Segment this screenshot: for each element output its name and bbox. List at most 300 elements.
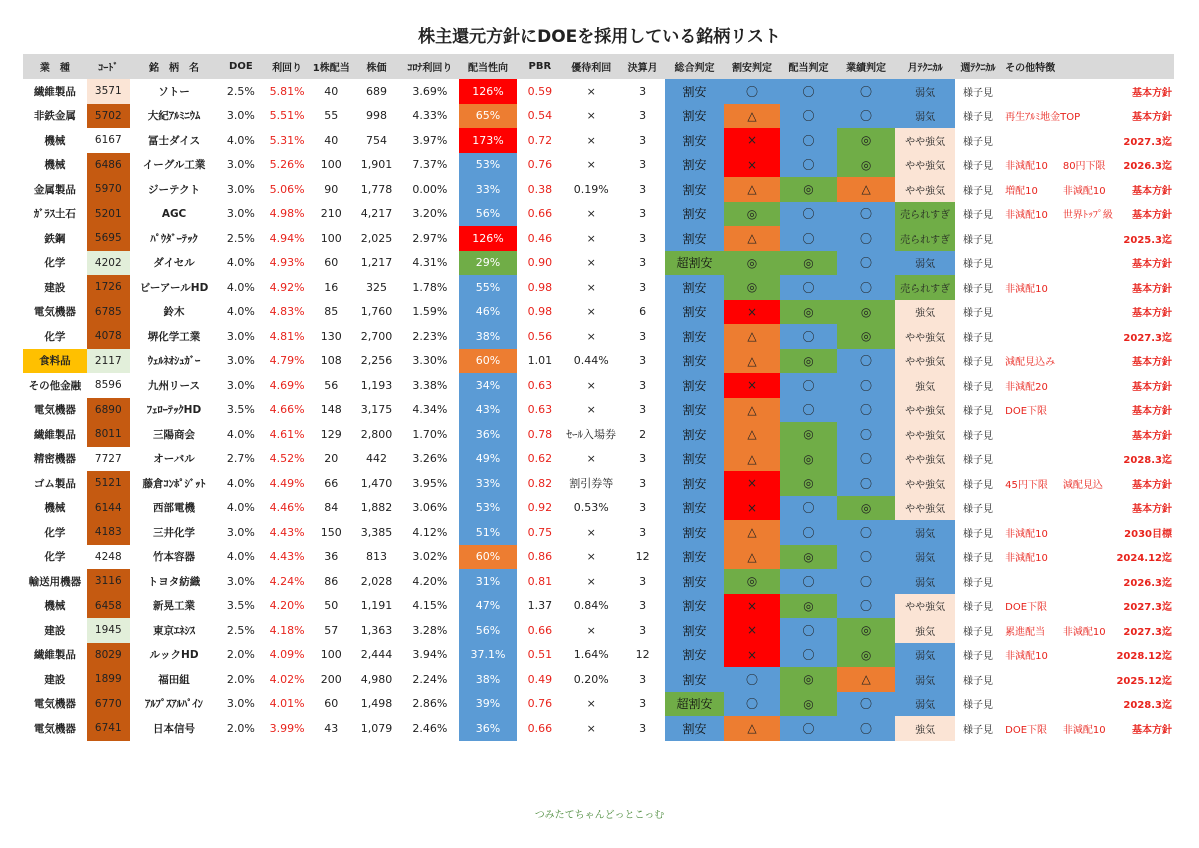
table-row (23, 300, 1174, 325)
dividend-judgment-cell: 〇 (780, 716, 837, 741)
code-cell: 6486 (87, 153, 130, 178)
name-cell: 大紀ｱﾙﾐﾆｳﾑ (147, 110, 201, 123)
table-row (23, 79, 1174, 104)
fiscal-month-cell: 3 (639, 280, 647, 294)
fiscal-month-cell: 3 (639, 403, 647, 417)
feature2-cell: 80円下限 (1062, 161, 1106, 173)
code-cell: 6785 (87, 300, 130, 325)
col-header-payout: 配当性向 (459, 54, 518, 79)
fiscal-month-cell: 3 (639, 84, 647, 98)
yield-cell: 5.06% (269, 182, 305, 196)
yield-cell: 4.52% (269, 452, 305, 466)
doe-cell: 4.0% (226, 550, 255, 564)
dividend-cell: 55 (324, 109, 339, 123)
policy-cell: 2025.12迄 (1116, 675, 1172, 687)
performance-judgment-cell: 〇 (837, 398, 896, 423)
yutai-yield-cell: × (586, 305, 596, 319)
feature2-cell (1063, 79, 1114, 104)
industry-cell: ゴム製品 (33, 477, 76, 490)
price-cell: 4,217 (360, 207, 393, 221)
pbr-cell: 0.76 (527, 697, 553, 711)
name-cell: 藤倉ｺﾝﾎﾟｼﾞｯﾄ (142, 477, 206, 490)
industry-cell: 化学 (44, 551, 66, 564)
overall-judgment-cell: 割安 (665, 128, 724, 153)
doe-cell: 4.0% (226, 256, 255, 270)
yutai-yield-cell: 割引券等 (569, 477, 614, 491)
yield-cell: 4.98% (269, 207, 305, 221)
yutai-yield-cell: ｾｰﾙ入場券 (566, 428, 616, 442)
yutai-yield-cell: × (586, 158, 596, 172)
corona-yield-cell: 2.24% (412, 672, 448, 686)
name-cell: 九州リース (148, 379, 201, 392)
table-row (23, 177, 1174, 202)
industry-cell: 繊維製品 (33, 428, 76, 441)
overall-judgment-cell: 割安 (665, 300, 724, 325)
feature-cell (1001, 692, 1063, 717)
table-row (23, 373, 1174, 398)
table-row (23, 692, 1174, 717)
performance-judgment-cell: 〇 (837, 251, 896, 276)
feature2-cell (1063, 569, 1114, 594)
dividend-judgment-cell: 〇 (780, 618, 837, 643)
table-row (23, 422, 1174, 447)
pbr-cell: 0.54 (527, 109, 553, 123)
corona-yield-cell: 4.34% (412, 403, 448, 417)
policy-cell: 2025.3迄 (1123, 234, 1172, 246)
dividend-judgment-cell: 〇 (780, 202, 837, 227)
feature2-cell (1063, 447, 1114, 472)
industry-cell: 繊維製品 (33, 649, 76, 662)
industry-cell: 建設 (44, 281, 66, 294)
feature2-cell (1063, 692, 1114, 717)
dividend-judgment-cell: 〇 (780, 373, 837, 398)
fiscal-month-cell: 3 (639, 158, 647, 172)
overall-judgment-cell: 割安 (665, 349, 724, 374)
cheapness-judgment-cell: × (724, 471, 781, 496)
industry-cell: 電気機器 (33, 306, 76, 319)
table-row (23, 447, 1174, 472)
policy-cell: 2026.3迄 (1123, 161, 1172, 173)
fiscal-month-cell: 3 (639, 697, 647, 711)
payout-ratio-cell: 37.1% (459, 643, 518, 668)
weekly-technical-cell: 様子見 (963, 528, 994, 540)
cheapness-judgment-cell: △ (724, 226, 781, 251)
yield-cell: 4.01% (269, 697, 305, 711)
overall-judgment-cell: 割安 (665, 226, 724, 251)
name-cell: ｱﾙﾌﾟｽｱﾙﾊﾟｲﾝ (145, 698, 203, 711)
doe-cell: 3.0% (226, 697, 255, 711)
fiscal-month-cell: 3 (639, 599, 647, 613)
table-row (23, 643, 1174, 668)
feature2-cell (1063, 545, 1114, 570)
cheapness-judgment-cell: × (724, 618, 781, 643)
price-cell: 2,800 (360, 427, 393, 441)
yutai-yield-cell: × (586, 256, 596, 270)
monthly-technical-cell: 売られすぎ (895, 275, 955, 300)
payout-ratio-cell: 33% (459, 177, 518, 202)
overall-judgment-cell: 割安 (665, 471, 724, 496)
dividend-judgment-cell: 〇 (780, 79, 837, 104)
industry-cell: 機械 (44, 134, 66, 147)
overall-judgment-cell: 割安 (665, 716, 724, 741)
code-cell: 8029 (87, 643, 130, 668)
col-header-mtech: 月ﾃｸﾆｶﾙ (895, 54, 955, 79)
fiscal-month-cell: 12 (635, 550, 650, 564)
yutai-yield-cell: × (586, 231, 596, 245)
yutai-yield-cell: × (586, 84, 596, 98)
code-cell: 4078 (87, 324, 130, 349)
feature2-cell (1063, 594, 1114, 619)
feature-cell: DOE下限 (1005, 602, 1048, 614)
corona-yield-cell: 2.23% (412, 329, 448, 343)
dividend-cell: 20 (324, 452, 339, 466)
yield-cell: 4.94% (269, 231, 305, 245)
name-cell: 竹本容器 (153, 551, 196, 564)
col-header-divj: 配当判定 (780, 54, 837, 79)
overall-judgment-cell: 割安 (665, 569, 724, 594)
yield-cell: 4.18% (269, 623, 305, 637)
feature2-cell (1063, 520, 1114, 545)
corona-yield-cell: 3.28% (412, 623, 448, 637)
yield-cell: 4.69% (269, 378, 305, 392)
industry-cell: 化学 (44, 526, 66, 539)
monthly-technical-cell: やや強気 (895, 153, 955, 178)
performance-judgment-cell: △ (837, 177, 896, 202)
cheapness-judgment-cell: △ (724, 104, 781, 129)
corona-yield-cell: 3.20% (412, 207, 448, 221)
industry-cell: その他金融 (28, 379, 82, 392)
overall-judgment-cell: 割安 (665, 177, 724, 202)
feature2-cell (1063, 398, 1114, 423)
feature-cell: 非減配20 (1005, 381, 1048, 393)
price-cell: 1,363 (360, 623, 393, 637)
code-cell: 1899 (87, 667, 130, 692)
dividend-cell: 56 (324, 378, 339, 392)
monthly-technical-cell: やや強気 (895, 128, 955, 153)
pbr-cell: 1.01 (527, 354, 553, 368)
name-cell: オーバル (153, 453, 195, 466)
price-cell: 1,191 (360, 599, 393, 613)
dividend-judgment-cell: 〇 (780, 496, 837, 521)
price-cell: 2,028 (360, 574, 393, 588)
monthly-technical-cell: 売られすぎ (895, 202, 955, 227)
code-cell: 6770 (87, 692, 130, 717)
name-cell: ﾊﾟｳﾀﾞｰﾃｯｸ (150, 232, 198, 245)
doe-cell: 3.0% (226, 329, 255, 343)
dividend-judgment-cell: 〇 (780, 324, 837, 349)
performance-judgment-cell: ◎ (837, 324, 896, 349)
payout-ratio-cell: 65% (459, 104, 518, 129)
policy-cell: 2030目標 (1124, 528, 1172, 540)
performance-judgment-cell: 〇 (837, 349, 896, 374)
corona-yield-cell: 4.31% (412, 256, 448, 270)
dividend-judgment-cell: ◎ (780, 447, 837, 472)
yield-cell: 4.24% (269, 574, 305, 588)
performance-judgment-cell: 〇 (837, 594, 896, 619)
weekly-technical-cell: 様子見 (963, 430, 994, 442)
payout-ratio-cell: 49% (459, 447, 518, 472)
monthly-technical-cell: 強気 (895, 716, 955, 741)
feature-cell: 非減配10 (1005, 161, 1048, 173)
corona-yield-cell: 2.97% (412, 231, 448, 245)
payout-ratio-cell: 33% (459, 471, 518, 496)
overall-judgment-cell: 超割安 (665, 692, 724, 717)
dividend-cell: 210 (320, 207, 342, 221)
dividend-cell: 150 (320, 525, 342, 539)
monthly-technical-cell: 弱気 (895, 643, 955, 668)
weekly-technical-cell: 様子見 (963, 577, 994, 589)
dividend-judgment-cell: 〇 (780, 226, 837, 251)
performance-judgment-cell: 〇 (837, 692, 896, 717)
feature2-cell: 減配見込 (1062, 479, 1103, 491)
table-row (23, 618, 1174, 643)
name-cell: 三井化学 (153, 526, 196, 539)
yutai-yield-cell: × (586, 452, 596, 466)
payout-ratio-cell: 51% (459, 520, 518, 545)
feature2-cell (1063, 422, 1114, 447)
performance-judgment-cell: 〇 (837, 226, 896, 251)
doe-cell: 3.0% (226, 574, 255, 588)
doe-cell: 3.0% (226, 207, 255, 221)
dividend-cell: 66 (324, 476, 339, 490)
payout-ratio-cell: 56% (459, 202, 518, 227)
code-cell: 1726 (87, 275, 130, 300)
yutai-yield-cell: × (586, 623, 596, 637)
payout-ratio-cell: 43% (459, 398, 518, 423)
overall-judgment-cell: 割安 (665, 324, 724, 349)
name-cell: ソトー (158, 85, 190, 98)
pbr-cell: 0.78 (527, 427, 553, 441)
feature-cell: 累進配当 (1005, 626, 1046, 638)
yutai-yield-cell: 0.19% (573, 182, 609, 196)
fiscal-month-cell: 3 (639, 452, 647, 466)
doe-cell: 2.7% (226, 452, 255, 466)
yutai-yield-cell: × (586, 574, 596, 588)
name-cell: 鈴木 (163, 306, 185, 319)
corona-yield-cell: 3.06% (412, 501, 448, 515)
table-row (23, 716, 1174, 741)
dividend-cell: 130 (320, 329, 342, 343)
table-row (23, 398, 1174, 423)
cheapness-judgment-cell: △ (724, 349, 781, 374)
monthly-technical-cell: 弱気 (895, 692, 955, 717)
code-cell: 7727 (87, 447, 130, 472)
weekly-technical-cell: 様子見 (963, 455, 994, 467)
industry-cell: 電気機器 (33, 698, 76, 711)
cheapness-judgment-cell: 〇 (724, 667, 781, 692)
performance-judgment-cell: ◎ (837, 300, 896, 325)
corona-yield-cell: 3.26% (412, 452, 448, 466)
policy-cell: 2027.3迄 (1123, 626, 1172, 638)
name-cell: ｳｪﾙﾈｵｼｭｶﾞｰ (147, 355, 201, 368)
feature-cell: 増配10 (1005, 185, 1038, 197)
feature-cell: 非減配10 (1005, 210, 1048, 222)
overall-judgment-cell: 割安 (665, 447, 724, 472)
weekly-technical-cell: 様子見 (963, 504, 994, 516)
pbr-cell: 0.81 (527, 574, 553, 588)
feature-cell: 非減配10 (1005, 283, 1048, 295)
payout-ratio-cell: 53% (459, 153, 518, 178)
dividend-judgment-cell: 〇 (780, 569, 837, 594)
monthly-technical-cell: 弱気 (895, 520, 955, 545)
name-cell: ダイセル (153, 257, 195, 270)
feature2-cell (1063, 275, 1114, 300)
policy-cell: 基本方針 (1132, 259, 1172, 271)
feature-cell: 非減配10 (1005, 651, 1048, 663)
industry-cell: 電気機器 (33, 722, 76, 735)
industry-cell: 輸送用機器 (28, 575, 82, 588)
name-cell: AGC (161, 207, 187, 220)
policy-cell: 基本方針 (1132, 357, 1172, 369)
dividend-cell: 60 (324, 697, 339, 711)
policy-cell: 2027.3迄 (1123, 136, 1172, 148)
payout-ratio-cell: 126% (459, 226, 518, 251)
cheapness-judgment-cell: × (724, 128, 781, 153)
code-cell: 5695 (87, 226, 130, 251)
doe-cell: 3.0% (226, 182, 255, 196)
price-cell: 754 (365, 133, 387, 147)
page-title: 株主還元方針にDOEを採用している銘柄リスト (418, 27, 781, 47)
price-cell: 3,175 (360, 403, 393, 417)
price-cell: 1,901 (360, 158, 393, 172)
col-header-overall: 総合判定 (665, 54, 724, 79)
monthly-technical-cell: やや強気 (895, 349, 955, 374)
corona-yield-cell: 7.37% (412, 158, 448, 172)
cheapness-judgment-cell: 〇 (724, 79, 781, 104)
corona-yield-cell: 1.59% (412, 305, 448, 319)
payout-ratio-cell: 47% (459, 594, 518, 619)
monthly-technical-cell: やや強気 (895, 398, 955, 423)
cheapness-judgment-cell: △ (724, 324, 781, 349)
overall-judgment-cell: 割安 (665, 667, 724, 692)
pbr-cell: 1.37 (527, 599, 553, 613)
col-header-yutai: 優待利回 (562, 54, 620, 79)
stock-table (23, 54, 1174, 741)
corona-yield-cell: 0.00% (412, 182, 448, 196)
yutai-yield-cell: × (586, 280, 596, 294)
col-header-name: 銘 柄 名 (130, 54, 218, 79)
dividend-judgment-cell: ◎ (780, 422, 837, 447)
code-cell: 5702 (87, 104, 130, 129)
cheapness-judgment-cell: △ (724, 422, 781, 447)
overall-judgment-cell: 割安 (665, 153, 724, 178)
code-cell: 1945 (87, 618, 130, 643)
payout-ratio-cell: 31% (459, 569, 518, 594)
code-cell: 2117 (87, 349, 130, 374)
price-cell: 3,385 (360, 525, 393, 539)
payout-ratio-cell: 60% (459, 545, 518, 570)
dividend-cell: 148 (320, 403, 342, 417)
code-cell: 5201 (87, 202, 130, 227)
policy-cell: 基本方針 (1132, 504, 1172, 516)
weekly-technical-cell: 様子見 (963, 210, 994, 222)
fiscal-month-cell: 3 (639, 256, 647, 270)
pbr-cell: 0.63 (527, 378, 553, 392)
policy-cell: 2026.3迄 (1123, 577, 1172, 589)
policy-cell: 基本方針 (1132, 210, 1172, 222)
payout-ratio-cell: 29% (459, 251, 518, 276)
policy-cell: 基本方針 (1132, 185, 1172, 197)
cheapness-judgment-cell: △ (724, 716, 781, 741)
price-cell: 1,882 (360, 501, 393, 515)
doe-cell: 3.0% (226, 378, 255, 392)
industry-cell: ｶﾞﾗｽ土石 (33, 208, 76, 221)
pbr-cell: 0.62 (527, 452, 553, 466)
policy-cell: 基本方針 (1132, 479, 1172, 491)
weekly-technical-cell: 様子見 (963, 626, 994, 638)
code-cell: 6741 (87, 716, 130, 741)
overall-judgment-cell: 割安 (665, 79, 724, 104)
price-cell: 1,079 (360, 721, 393, 735)
col-header-pbr: PBR (517, 54, 562, 79)
cheapness-judgment-cell: × (724, 153, 781, 178)
doe-cell: 4.0% (226, 476, 255, 490)
fiscal-month-cell: 3 (639, 574, 647, 588)
code-cell: 3116 (87, 569, 130, 594)
payout-ratio-cell: 55% (459, 275, 518, 300)
yield-cell: 4.02% (269, 672, 305, 686)
performance-judgment-cell: 〇 (837, 275, 896, 300)
dividend-judgment-cell: ◎ (780, 594, 837, 619)
price-cell: 1,498 (360, 697, 393, 711)
payout-ratio-cell: 53% (459, 496, 518, 521)
policy-cell: 基本方針 (1132, 112, 1172, 124)
cheapness-judgment-cell: × (724, 643, 781, 668)
fiscal-month-cell: 3 (639, 207, 647, 221)
weekly-technical-cell: 様子見 (963, 406, 994, 418)
feature-cell: 減配見込み (1005, 357, 1056, 369)
table-row (23, 471, 1174, 496)
fiscal-month-cell: 3 (639, 525, 647, 539)
footer-credit: つみたてちゃんどっとこっむ (534, 810, 665, 821)
fiscal-month-cell: 2 (639, 427, 647, 441)
name-cell: ルックHD (149, 649, 199, 662)
cheapness-judgment-cell: ◎ (724, 202, 781, 227)
price-cell: 325 (365, 280, 387, 294)
name-cell: 新晃工業 (153, 600, 196, 613)
fiscal-month-cell: 3 (639, 623, 647, 637)
dividend-judgment-cell: ◎ (780, 667, 837, 692)
feature-cell (1001, 128, 1063, 153)
price-cell: 1,778 (360, 182, 393, 196)
yield-cell: 3.99% (269, 721, 305, 735)
weekly-technical-cell: 様子見 (963, 479, 994, 491)
overall-judgment-cell: 割安 (665, 594, 724, 619)
code-cell: 6167 (87, 128, 130, 153)
corona-yield-cell: 3.97% (412, 133, 448, 147)
policy-cell: 2024.12迄 (1116, 553, 1172, 565)
name-cell: ﾌｪﾛｰﾃｯｸHD (146, 404, 202, 417)
col-header-perf: 業績判定 (837, 54, 896, 79)
table-row (23, 275, 1174, 300)
payout-ratio-cell: 36% (459, 422, 518, 447)
dividend-judgment-cell: ◎ (780, 349, 837, 374)
performance-judgment-cell: ◎ (837, 618, 896, 643)
yutai-yield-cell: × (586, 403, 596, 417)
code-cell: 6144 (87, 496, 130, 521)
table-row (23, 520, 1174, 545)
price-cell: 1,217 (360, 256, 393, 270)
dividend-cell: 200 (320, 672, 342, 686)
doe-cell: 3.0% (226, 158, 255, 172)
feature-cell (1001, 79, 1063, 104)
price-cell: 998 (365, 109, 387, 123)
table-row (23, 226, 1174, 251)
fiscal-month-cell: 3 (639, 329, 647, 343)
cheapness-judgment-cell: ◎ (724, 569, 781, 594)
payout-ratio-cell: 126% (459, 79, 518, 104)
weekly-technical-cell: 様子見 (963, 283, 994, 295)
